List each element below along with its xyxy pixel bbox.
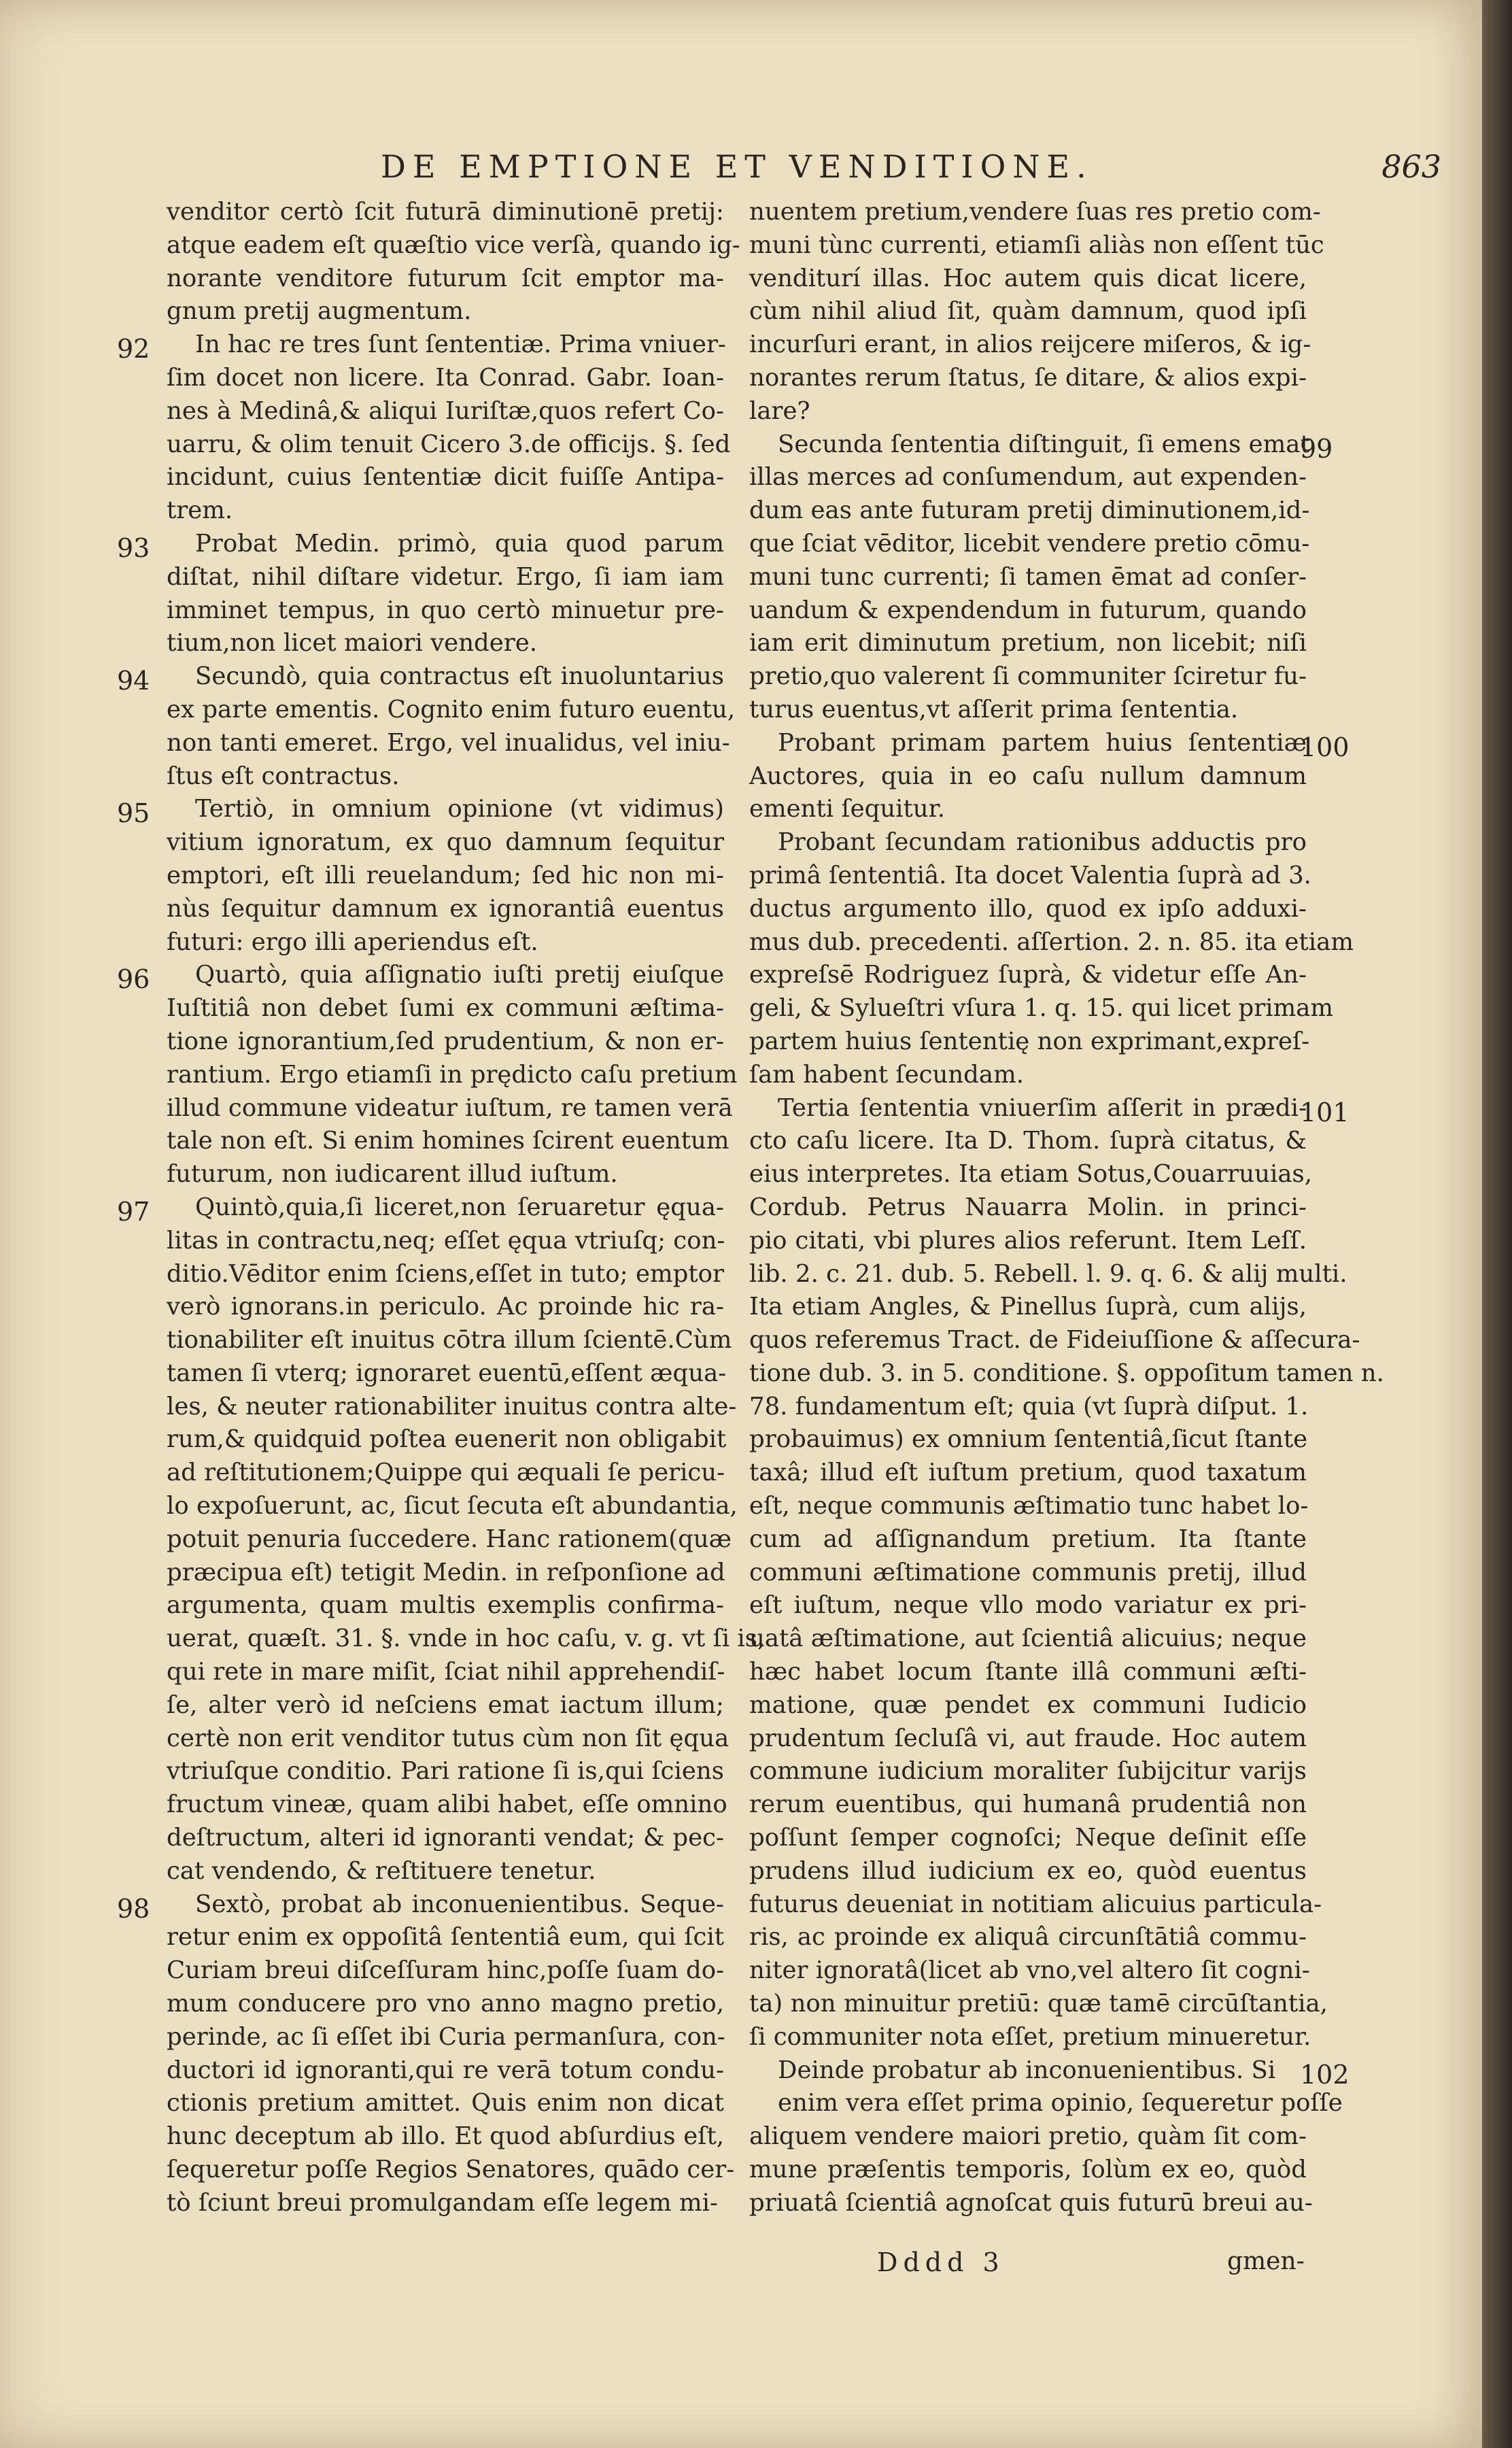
text-line: niter ignoratâ(licet ab vno,vel altero ſit cogni- (749, 1956, 1310, 1985)
text-line: ditio.Vēditor enim ſciens,eſſet in tuto; emptor (167, 1259, 724, 1288)
text-line: Quartò, quia aſſignatio iuſti pretij eiuſque (195, 961, 724, 989)
text-line: ſam habent ſecundam. (749, 1060, 1025, 1089)
text-line: 78. fundamentum eſt; quia (vt ſuprà diſput. 1. (749, 1392, 1309, 1421)
text-line: tium,non licet maiori vendere. (167, 629, 538, 658)
text-line: enim vera eſſet prima opinio, ſequeretur poſſe (778, 2089, 1343, 2118)
text-line: Ita etiam Angles, & Pinellus ſuprà, cum alijs, (749, 1293, 1307, 1321)
text-line: Tertia ſententia vniuerſim aſſerit in prædi- (778, 1093, 1307, 1122)
text-line: deſtructum, alteri id ignoranti vendat; & pec- (167, 1824, 724, 1852)
text-line: Tertiò, in omnium opinione (vt vidimus) (195, 795, 724, 823)
text-line: mune præſentis temporis, ſolùm ex eo, quòd (749, 2156, 1307, 2184)
text-line: trem. (167, 496, 233, 525)
text-line: cat vendendo, & reſtituere tenetur. (167, 1856, 596, 1885)
text-line: cto caſu licere. Ita D. Thom. ſuprà citatus, & (749, 1127, 1307, 1155)
text-line: retur enim ex oppoſitâ ſententiâ eum, qui ſcit (167, 1923, 724, 1952)
margin-number: 98 (117, 1893, 150, 1924)
margin-number: 100 (1300, 732, 1350, 762)
text-line: que ſciat vēditor, licebit vendere pretio cōmu- (749, 529, 1310, 558)
page-edge (1482, 0, 1512, 2448)
text-line: argumenta, quam multis exemplis confirma- (167, 1591, 724, 1620)
margin-number: 93 (117, 533, 150, 563)
margin-number: 96 (117, 964, 150, 995)
running-head (381, 148, 1441, 196)
text-line: non tanti emeret. Ergo, vel inualidus, vel iniu- (167, 728, 730, 757)
text-line: fructum vineæ, quam alibi habet, eſſe omnino (167, 1790, 727, 1819)
text-line: ſe, alter verò id neſciens emat iactum illum; (167, 1690, 724, 1719)
text-line: incidunt, cuius ſententiæ dicit fuiſſe Antipa- (167, 463, 724, 492)
running-title: DE EMPTIONE ET VENDITIONE. (381, 148, 1093, 185)
text-line: ſim docet non licere. Ita Conrad. Gabr. Ioan- (167, 363, 724, 392)
text-line: Curiam breui diſceſſuram hinc,poſſe ſuam do- (167, 1956, 725, 1985)
text-line: Iuſtitiâ non debet ſumi ex communi æſtima- (167, 994, 724, 1023)
page-number: 863 (1381, 148, 1441, 185)
text-line: lo expoſuerunt, ac, ſicut ſecuta eſt abundantia, (167, 1492, 738, 1520)
text-line: ſtus eſt contractus. (167, 762, 400, 790)
text-line: taxâ; illud eſt iuſtum pretium, quod taxatum (749, 1459, 1307, 1487)
text-line: norante venditore futurum ſcit emptor ma- (167, 264, 724, 292)
text-line: Secunda ſententia diſtinguit, ſi emens emat (778, 430, 1310, 458)
text-line: vitium ignoratum, ex quo damnum ſequitur (167, 828, 724, 857)
text-line: illas merces ad conſumendum, aut expenden- (749, 463, 1307, 492)
text-line: iam erit diminutum pretium, non licebit; niſi (749, 629, 1307, 658)
text-line: ſi communiter nota eſſet, pretium minueretur. (749, 2022, 1311, 2051)
text-line: tò ſciunt breui promulgandam eſſe legem mi- (167, 2188, 718, 2217)
text-line: incurſuri erant, in alios reijcere miſeros, & ig- (749, 330, 1311, 359)
text-line: ex parte ementis. Cognito enim futuro euentu, (167, 695, 736, 724)
text-line: tione ignorantium,ſed prudentium, & non er- (167, 1027, 724, 1055)
text-line: rantium. Ergo etiamſi in prędicto caſu pretium (167, 1060, 738, 1089)
text-line: imminet tempus, in quo certò minuetur pre- (167, 596, 724, 624)
text-line: nùs ſequitur damnum ex ignorantiâ euentus (167, 894, 724, 923)
text-line: rerum euentibus, qui humanâ prudentiâ non (749, 1790, 1307, 1819)
text-line: vtriuſque conditio. Pari ratione ſi is,qui ſciens (167, 1757, 724, 1786)
text-line: ris, ac proinde ex aliquâ circunſtātiâ commu- (749, 1923, 1307, 1952)
text-line: tionabiliter eſt inuitus cōtra illum ſcientē.Cùm (167, 1326, 732, 1355)
text-line: ductus argumento illo, quod ex ipſo adduxi- (749, 894, 1307, 923)
text-line: poſſunt ſemper cognoſci; Neque deſinit eſſe (749, 1824, 1307, 1852)
text-line: hæc habet locum ſtante illâ communi æſti- (749, 1658, 1307, 1686)
text-line: aliquem vendere maiori pretio, quàm ſit com- (749, 2122, 1307, 2151)
text-line: partem huius ſententię non exprimant,expreſ- (749, 1027, 1310, 1055)
text-line: futurum, non iudicarent illud iuſtum. (167, 1160, 618, 1189)
text-line: nuentem pretium,vendere ſuas res pretio com- (749, 198, 1321, 226)
text-line: atque eadem eſt quæſtio vice verſà, quando ig- (167, 231, 740, 259)
text-line: litas in contractu,neq; eſſet ęqua vtriuſq; con- (167, 1226, 725, 1255)
text-line: pretio,quo valerent ſi communiter ſciretur fu- (749, 662, 1307, 691)
text-line: certè non erit venditor tutus cùm non ſit ęqua (167, 1724, 729, 1752)
text-line: eſt, neque communis æſtimatio tunc habet lo- (749, 1492, 1309, 1520)
text-line: eius interpretes. Ita etiam Sotus,Couarruuias, (749, 1160, 1313, 1189)
text-line: mum conducere pro vno anno magno pretio, (167, 1990, 724, 2018)
text-line: cùm nihil aliud ſit, quàm damnum, quod ipſi (749, 297, 1307, 326)
text-line: eſt iuſtum, neque vllo modo variatur ex pri- (749, 1591, 1307, 1620)
catchword: gmen- (1227, 2247, 1305, 2275)
text-line: uarru, & olim tenuit Cicero 3.de officijs. §. ſed (167, 430, 731, 458)
text-line: uatâ æſtimatione, aut ſcientiâ alicuius; neque (749, 1625, 1307, 1653)
text-line: cum ad aſſignandum pretium. Ita ſtante (749, 1525, 1307, 1553)
text-line: dum eas ante futuram pretij diminutionem,id- (749, 496, 1310, 525)
text-line: ctionis pretium amittet. Quis enim non dicat (167, 2089, 724, 2118)
text-line: quos referemus Tract. de Fideiuſſione & aſſecura- (749, 1326, 1360, 1355)
text-line: prudens illud iudicium ex eo, quòd euentus (749, 1856, 1307, 1885)
text-line: Cordub. Petrus Nauarra Molin. in princi- (749, 1193, 1307, 1221)
margin-number: 95 (117, 798, 150, 829)
text-line: Auctores, quia in eo caſu nullum damnum (749, 762, 1307, 790)
text-line: les, & neuter rationabiliter inuitus contra alte- (167, 1392, 737, 1421)
text-line: venditor certò ſcit futurā diminutionē pretij: (167, 198, 724, 226)
text-line: emptori, eſt illi reuelandum; ſed hic non mi- (167, 861, 724, 889)
text-line: communi æſtimatione communis pretij, illud (749, 1558, 1307, 1586)
text-line: tale non eſt. Si enim homines ſcirent euentum (167, 1127, 729, 1155)
text-line: Quintò,quia,ſi liceret,non ſeruaretur ęqua- (195, 1193, 724, 1221)
text-line: illud commune videatur iuſtum, re tamen verā (167, 1093, 733, 1122)
margin-number: 101 (1300, 1097, 1350, 1127)
text-line: perinde, ac ſi eſſet ibi Curia permanſura, con- (167, 2022, 725, 2051)
text-line: priuatâ ſcientiâ agnoſcat quis futurū breui au- (749, 2188, 1313, 2217)
text-line: Deinde probatur ab inconuenientibus. Si (778, 2056, 1276, 2084)
text-line: verò ignorans.in periculo. Ac proinde hic ra- (167, 1293, 724, 1321)
text-line: potuit penuria ſuccedere. Hanc rationem(quæ (167, 1525, 732, 1553)
margin-number: 92 (117, 334, 150, 364)
text-line: Secundò, quia contractus eſt inuoluntarius (195, 662, 724, 691)
text-line: rum,& quidquid poſtea euenerit non obligabit (167, 1425, 727, 1454)
text-line: futurus deueniat in notitiam alicuius particula- (749, 1890, 1322, 1918)
text-line: præcipua eſt) tetigit Medin. in reſponſione ad (167, 1558, 725, 1586)
text-line: diſtat, nihil diſtare videtur. Ergo, ſi iam iam (167, 562, 724, 591)
text-line: ductori id ignoranti,qui re verā totum condu- (167, 2056, 724, 2084)
text-line: ad reſtitutionem;Quippe qui æquali ſe pericu- (167, 1459, 725, 1487)
text-line: matione, quæ pendet ex communi Iudicio (749, 1690, 1307, 1719)
margin-number: 94 (117, 666, 150, 696)
text-line: nes à Medinâ,& aliqui Iuriſtæ,quos refert Co- (167, 396, 724, 425)
text-line: lib. 2. c. 21. dub. 5. Rebell. l. 9. q. 6. & alij multi. (749, 1259, 1347, 1288)
text-line: futuri: ergo illi aperiendus eſt. (167, 928, 538, 956)
text-line: mus dub. precedenti. aſſertion. 2. n. 85. ita etiam (749, 928, 1354, 956)
text-line: tamen ſi vterq; ignoraret euentū,eſſent æqua- (167, 1359, 727, 1387)
text-line: venditurí illas. Hoc autem quis dicat licere, (749, 264, 1307, 292)
text-line: tione dub. 3. in 5. conditione. §. oppoſitum tamen n. (749, 1359, 1384, 1387)
left-column (167, 196, 766, 2220)
text-line: ta) non minuitur pretiū: quæ tamē circūſtantia, (749, 1990, 1328, 2018)
margin-number: 99 (1300, 433, 1333, 464)
text-line: prudentum ſecluſâ vi, aut fraude. Hoc autem (749, 1724, 1307, 1752)
text-line: pio citati, vbi plures alios referunt. Item Leſſ. (749, 1226, 1307, 1255)
text-line: gnum pretij augmentum. (167, 297, 472, 326)
margin-number: 102 (1300, 2059, 1350, 2090)
text-line: muni tùnc currenti, etiamſi aliàs non eſſent tūc (749, 231, 1324, 259)
text-line: Probant primam partem huius ſententiæ (778, 728, 1307, 757)
text-line: probauimus) ex omnium ſententiâ,ſicut ſtante (749, 1425, 1308, 1454)
text-line: primâ ſententiâ. Ita docet Valentia ſuprà ad 3. (749, 861, 1311, 889)
text-line: ementi ſequitur. (749, 795, 946, 823)
text-line: ſequeretur poſſe Regios Senatores, quādo cer- (167, 2156, 735, 2184)
text-line: Probat Medin. primò, quia quod parum (195, 529, 724, 558)
text-line: Sextò, probat ab inconuenientibus. Seque- (195, 1890, 724, 1918)
text-line: geli, & Sylueſtri vſura 1. q. 15. qui licet primam (749, 994, 1334, 1023)
text-line: turus euentus,vt aſſerit prima ſententia. (749, 695, 1239, 724)
text-line: qui rete in mare miſit, ſciat nihil apprehendiſ- (167, 1658, 725, 1686)
text-line: expreſsē Rodriguez ſuprà, & videtur eſſe An- (749, 961, 1307, 989)
text-line: uandum & expendendum in futurum, quando (749, 596, 1307, 624)
signature-mark: Dddd 3 (877, 2247, 1005, 2277)
text-line: In hac re tres ſunt ſententiæ. Prima vniuer- (195, 330, 726, 359)
margin-number: 97 (117, 1197, 150, 1227)
text-line: norantes rerum ſtatus, ſe ditare, & alios expi- (749, 363, 1307, 392)
text-line: lare? (749, 396, 810, 425)
text-line: uerat, quæſt. 31. §. vnde in hoc caſu, v. g. vt ſi is, (167, 1625, 766, 1653)
text-line: hunc deceptum ab illo. Et quod abſurdius eſt, (167, 2122, 724, 2151)
text-line: commune iudicium moraliter ſubijcitur varijs (749, 1757, 1307, 1786)
text-line: muni tunc currenti; ſi tamen ēmat ad conſer- (749, 562, 1307, 591)
text-line: Probant ſecundam rationibus adductis pro (778, 828, 1307, 857)
